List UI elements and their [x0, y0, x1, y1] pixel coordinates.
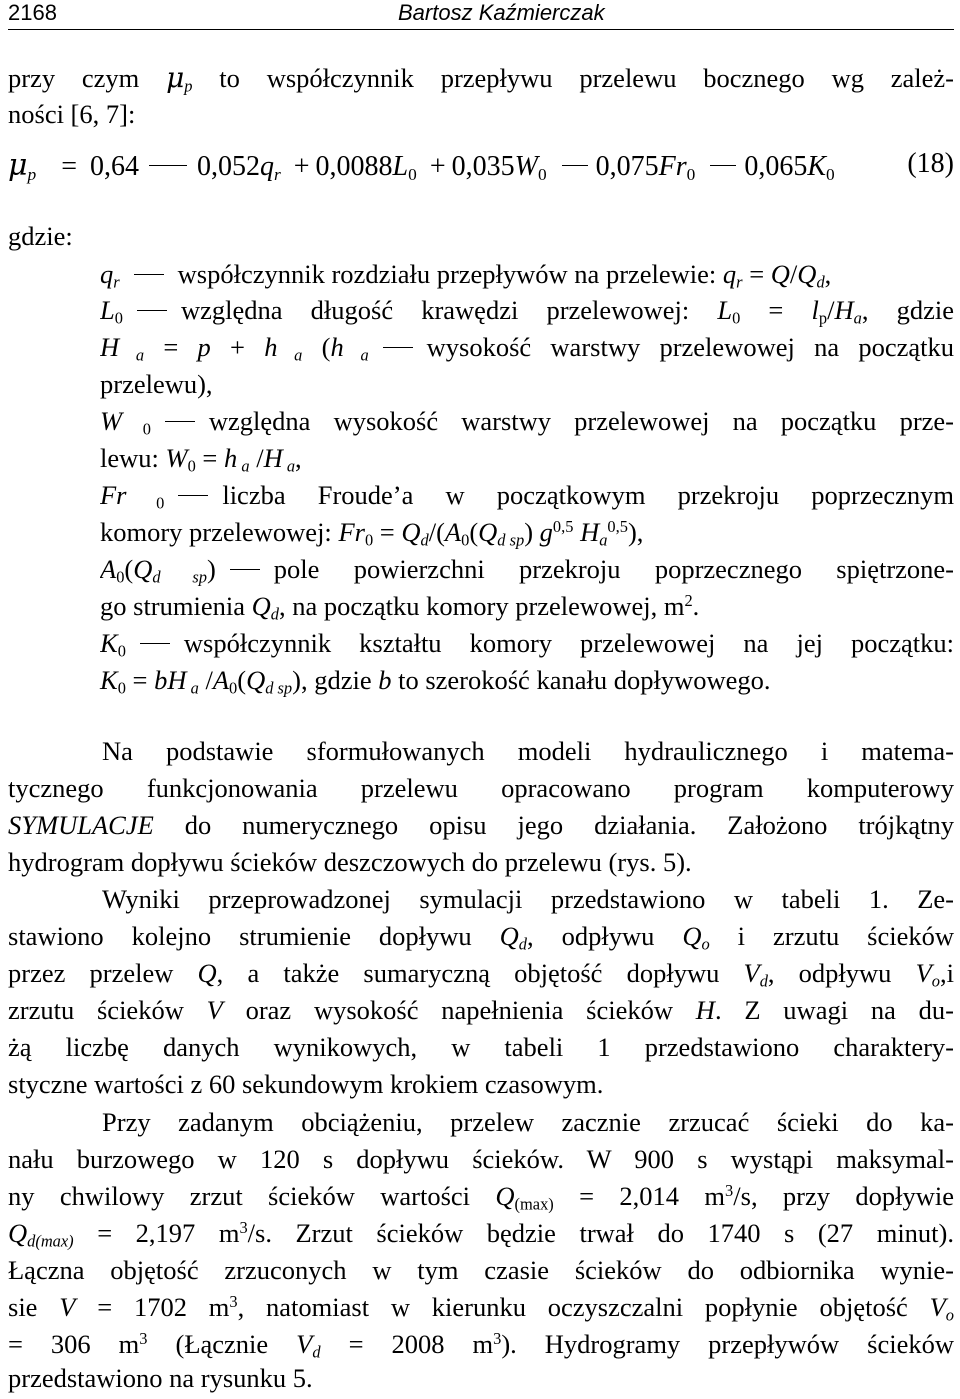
para3-line-4: $Q_{d(max)} = 2,197$ $m^3/s$. Zrzut ścieków będzie trwał do 1740 s (27 minut). [8, 1217, 954, 1251]
para3-line-1: Przy zadanym obciążeniu, przelew zacznie zrzucać ścieki do ka- [102, 1107, 954, 1137]
para3-line-6: sie V = 1702 $m^3$, natomiast w kierunku oczyszczalni popłynie objętość $V_o$ [8, 1291, 954, 1325]
symbol-qr: $q_r$ współczynnik rozdziału przepływów na przelewie: $q_r = Q/Q_d$, [100, 259, 832, 292]
page-number: 2168 [8, 0, 57, 25]
para3-line-7: = 306 $m^3$ (Łącznie $V_d = 2008$ $m^3$). Hydrogramy przepływów ścieków [8, 1328, 954, 1362]
symbol-K0-cont: $K_0$ = bH $_a$ $/A_0(Q_{d sp})$, gdzie b to szerokość kanału dopływowego. [100, 665, 771, 698]
formula-body: $\mu_p = 0,64$ $0,052q_r + 0,0088L_0 + 0,035W_0$ $0,075Fr_0$ $0,065K_0$ [8, 148, 835, 184]
where-label: gdzie: [8, 221, 73, 251]
para3-line-3: ny chwilowy zrzut ścieków wartości $Q_{(max)} = 2,014$ $m^3/s$, przy dopływie [8, 1180, 954, 1214]
symbol-W0: W $_0$ względna wysokość warstwy przelewowej na początku prze- [100, 406, 954, 439]
running-header [8, 0, 954, 26]
para3-line-8: przedstawiono na rysunku 5. [8, 1363, 313, 1393]
symbol-W0-cont: lewu: $W_0 = h$ $_a$ /H $_a$, [100, 443, 302, 476]
para1-line-3: SYMULACJE do numerycznego opisu jego działania. Założono trójkątny [8, 810, 954, 840]
para2-line-5: żą liczbę danych wynikowych, w tabeli 1 przedstawiono charaktery- [8, 1032, 954, 1062]
para2-line-1: Wyniki przeprowadzonej symulacji przedstawiono w tabeli 1. Ze- [102, 884, 954, 914]
symbol-Ha: H $_a$ = p + h $_a$ (h $_a$ wysokość warstwy przelewowej na początku [100, 332, 954, 365]
symbol-Fr0-cont: komory przelewowej: $Fr_0 = Q_d/(A_0(Q_{d sp})$ $g^{0,5}$ $H_a^{0,5}$), [100, 516, 644, 550]
formula-number: (18) [907, 148, 954, 179]
header-rule [8, 29, 954, 30]
para2-line-2: stawiono kolejno strumienie dopływu $Q_d$, odpływu $Q_o$ i zrzutu ścieków [8, 921, 954, 954]
para2-line-4: zrzutu ścieków V oraz wysokość napełnienia ścieków H. Z uwagi na du- [8, 995, 954, 1025]
para1-line-4: hydrogram dopływu ścieków deszczowych do przelewu (rys. 5). [8, 847, 692, 877]
para2-line-3: przez przelew Q, a także sumaryczną objętość dopływu $V_d$, odpływu $V_o,i$ [8, 958, 954, 991]
symbol-L0: $L_0$ względna długość krawędzi przelewowej: $L_0 = l_p/H_a$, gdzie [100, 295, 954, 328]
symbol-A0-cont: go strumienia $Q_d$, na początku komory przelewowej, $m^2$. [100, 590, 700, 624]
author-name: Bartosz Kaźmierczak [398, 0, 605, 25]
intro-line-1: przy czym $\mu_p$ to współczynnik przepływu przelewu bocznego wg zależ- [8, 61, 954, 96]
para2-line-6: styczne wartości z 60 sekundowym krokiem czasowym. [8, 1069, 604, 1099]
formula-18 [8, 148, 954, 192]
intro-line-2: ności [6, 7]: [8, 99, 136, 129]
symbol-K0: $K_0$ współczynnik kształtu komory przelewowej na jej początku: [100, 628, 954, 661]
para1-line-1: Na podstawie sformułowanych modeli hydraulicznego i matema- [102, 736, 954, 766]
para3-line-5: Łączna objętość zrzuconych w tym czasie ścieków do odbiornika wynie- [8, 1255, 954, 1285]
para1-line-2: tycznego funkcjonowania przelewu opracowano program komputerowy [8, 773, 954, 803]
symbol-Ha-cont: przelewu), [100, 369, 213, 399]
para3-line-2: nału burzowego w 120 s dopływu ścieków. W 900 s wystąpi maksymal- [8, 1144, 954, 1174]
symbol-Fr0: Fr $_0$ liczba Froude’a w początkowym przekroju poprzecznym [100, 480, 954, 513]
symbol-A0: $A_0(Q_{d sp})$ pole powierzchni przekroju poprzecznego spiętrzone- [100, 554, 954, 587]
